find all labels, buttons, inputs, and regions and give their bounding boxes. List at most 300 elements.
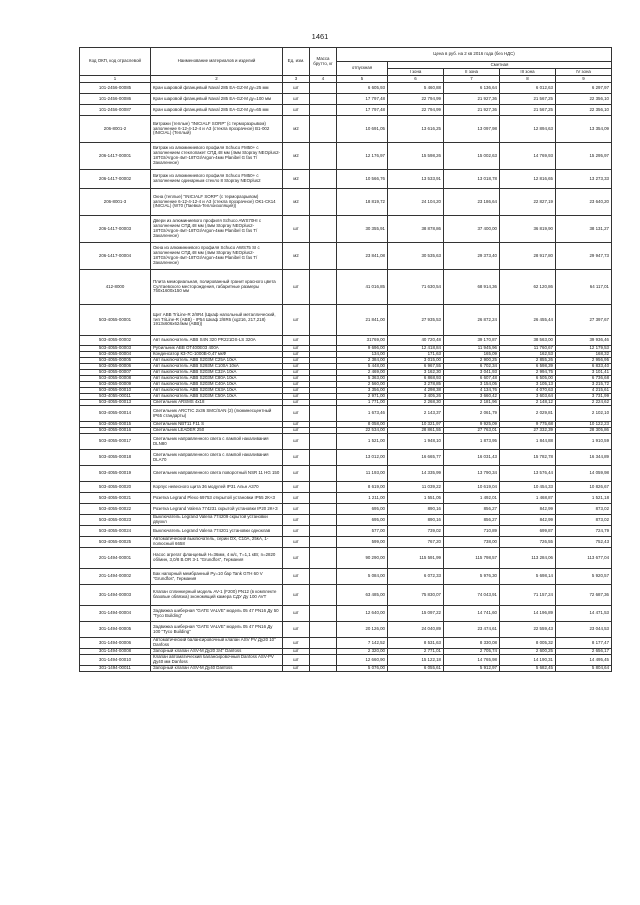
cell-retail-price: 3 356,00 bbox=[337, 388, 388, 394]
cell-name: Авт выключатель ABB S203M C63A 10кА bbox=[151, 388, 283, 394]
cell-code: 503-4055-00023 bbox=[80, 515, 151, 526]
table-row bbox=[80, 406, 612, 422]
cell-zone4-price: 3 101,41 bbox=[556, 370, 612, 376]
cell-zone2-price: 37 400,00 bbox=[444, 216, 500, 243]
cell-code: 206-1417-00002 bbox=[80, 170, 151, 189]
cell-zone4-price: 873,02 bbox=[556, 515, 612, 526]
cell-zone1-price: 22 794,99 bbox=[388, 94, 444, 105]
cell-zone2-price: 15 002,63 bbox=[444, 143, 500, 170]
cell-code: 503-4055-00015 bbox=[80, 422, 151, 428]
cell-zone3-price: 699,87 bbox=[500, 526, 556, 537]
cell-code: 503-4055-00002 bbox=[80, 336, 151, 346]
cell-zone1-price: 4 298,38 bbox=[388, 388, 444, 394]
cell-retail-price: 9 696,00 bbox=[337, 346, 388, 352]
cell-code: 503-4055-00025 bbox=[80, 537, 151, 548]
cell-name: Витраж из алюминиевого профиля Schuco FM50+ с заполнением одинарным стекло 8 Stopray NEOplus2 bbox=[151, 170, 283, 189]
cell-zone1-price: 6 868,93 bbox=[388, 376, 444, 382]
cell-retail-price: 1 521,00 bbox=[337, 434, 388, 450]
cell-zone3-price: 62 120,86 bbox=[500, 270, 556, 305]
cell-zone3-price: 842,99 bbox=[500, 504, 556, 515]
cell-zone3-price: 2 994,75 bbox=[500, 370, 556, 376]
cell-zone2-price: 710,89 bbox=[444, 526, 500, 537]
table-row bbox=[80, 515, 612, 526]
cell-zone2-price: 3 660,42 bbox=[444, 394, 500, 400]
cell-zone1-price: 767,20 bbox=[388, 537, 444, 548]
cell-code: 503-4055-00020 bbox=[80, 482, 151, 493]
cell-unit: шт bbox=[283, 388, 310, 394]
table-body bbox=[80, 83, 612, 672]
cell-unit: шт bbox=[283, 352, 310, 358]
cell-unit: шт bbox=[283, 358, 310, 364]
cell-zone2-price: 115 798,57 bbox=[444, 548, 500, 569]
cell-retail-price: 12 176,97 bbox=[337, 143, 388, 170]
cell-mass bbox=[310, 504, 337, 515]
cell-mass bbox=[310, 216, 337, 243]
cell-zone4-price: 2 102,10 bbox=[556, 406, 612, 422]
cell-unit: шт bbox=[283, 585, 310, 606]
header-zone4: IV зона bbox=[556, 69, 612, 76]
cell-zone2-price: 6 136,64 bbox=[444, 83, 500, 94]
cell-zone2-price: 68 914,36 bbox=[444, 270, 500, 305]
cell-code: 503-4055-00022 bbox=[80, 504, 151, 515]
cell-zone4-price: 6 833,40 bbox=[556, 364, 612, 370]
cell-zone2-price: 29 373,40 bbox=[444, 243, 500, 270]
cell-zone4-price: 14 495,45 bbox=[556, 655, 612, 666]
cell-zone3-price: 6 012,63 bbox=[500, 83, 556, 94]
header-code: Код ОКП, код отраслевой bbox=[80, 48, 151, 76]
cell-zone2-price: 3 041,93 bbox=[444, 370, 500, 376]
cell-code: 301-1494-00005 bbox=[80, 622, 151, 638]
cell-zone1-price: 5 460,88 bbox=[388, 83, 444, 94]
header-zone3: III зона bbox=[500, 69, 556, 76]
table-row bbox=[80, 493, 612, 504]
cell-name: Кран шаровой фланцевый Naval 285 EA-GZ-M ду=25 мм bbox=[151, 83, 283, 94]
cell-unit: шт bbox=[283, 434, 310, 450]
cell-zone4-price: 22 356,10 bbox=[556, 105, 612, 116]
column-number: 3 bbox=[283, 76, 310, 83]
cell-retail-price: 13 012,00 bbox=[337, 450, 388, 466]
cell-mass bbox=[310, 548, 337, 569]
cell-zone2-price: 2 181,96 bbox=[444, 400, 500, 406]
cell-zone2-price: 14 741,60 bbox=[444, 606, 500, 622]
cell-unit: шт bbox=[283, 466, 310, 482]
cell-name: Окна из алюминиевого профиля Schuco AWS75 SI с заполнением СПД 48 мм (4мм Stopray NEOplus2-18TGI/Argon-4мт-18TGI/Argon-4мм Planibel G fas T/Закаленное) bbox=[151, 243, 283, 270]
cell-zone4-price: 15 295,97 bbox=[556, 143, 612, 170]
cell-zone2-price: 27 763,01 bbox=[444, 428, 500, 434]
cell-zone1-price: 13 616,25 bbox=[388, 116, 444, 143]
cell-retail-price: 599,00 bbox=[337, 537, 388, 548]
cell-unit: шт bbox=[283, 422, 310, 428]
cell-zone1-price: 6 967,55 bbox=[388, 364, 444, 370]
cell-unit: шт bbox=[283, 649, 310, 655]
cell-code: 503-4055-00007 bbox=[80, 370, 151, 376]
cell-unit: шт bbox=[283, 428, 310, 434]
cell-code: 412-8000 bbox=[80, 270, 151, 305]
cell-mass bbox=[310, 537, 337, 548]
cell-retail-price: 63 485,00 bbox=[337, 585, 388, 606]
cell-mass bbox=[310, 466, 337, 482]
table-row bbox=[80, 105, 612, 116]
cell-unit: шт bbox=[283, 450, 310, 466]
cell-name: Светильник LEADER 250 bbox=[151, 428, 283, 434]
column-number: 1 bbox=[80, 76, 151, 83]
cell-mass bbox=[310, 655, 337, 666]
cell-zone4-price: 3 215,72 bbox=[556, 382, 612, 388]
cell-code: 503-4055-00003 bbox=[80, 346, 151, 352]
cell-mass bbox=[310, 406, 337, 422]
cell-zone3-price: 2 029,81 bbox=[500, 406, 556, 422]
cell-retail-price: 7 142,52 bbox=[337, 638, 388, 649]
table-row bbox=[80, 482, 612, 493]
cell-mass bbox=[310, 569, 337, 585]
cell-zone2-price: 26 872,24 bbox=[444, 305, 500, 336]
cell-zone4-price: 23 044,53 bbox=[556, 622, 612, 638]
cell-zone1-price: 16 665,77 bbox=[388, 450, 444, 466]
cell-code: 503-4055-00009 bbox=[80, 382, 151, 388]
cell-code: 301-1494-00010 bbox=[80, 655, 151, 666]
cell-unit: шт bbox=[283, 504, 310, 515]
cell-unit: м2 bbox=[283, 243, 310, 270]
cell-mass bbox=[310, 336, 337, 346]
cell-zone3-price: 36 819,90 bbox=[500, 216, 556, 243]
cell-zone1-price: 30 535,63 bbox=[388, 243, 444, 270]
cell-code: 503-4055-00010 bbox=[80, 388, 151, 394]
column-number: 8 bbox=[500, 76, 556, 83]
cell-zone3-price: 2 600,25 bbox=[500, 649, 556, 655]
cell-zone4-price: 1 910,59 bbox=[556, 434, 612, 450]
cell-zone2-price: 13 790,34 bbox=[444, 466, 500, 482]
cell-unit: шт bbox=[283, 548, 310, 569]
cell-code: 101-2456-00085 bbox=[80, 83, 151, 94]
cell-zone4-price: 6 736,68 bbox=[556, 376, 612, 382]
column-number: 5 bbox=[337, 76, 388, 83]
cell-unit: шт bbox=[283, 364, 310, 370]
cell-zone3-price: 21 567,25 bbox=[500, 94, 556, 105]
cell-zone2-price: 5 912,97 bbox=[444, 666, 500, 672]
table-row bbox=[80, 537, 612, 548]
cell-zone1-price: 890,16 bbox=[388, 515, 444, 526]
cell-zone4-price: 1 521,18 bbox=[556, 493, 612, 504]
cell-code: 503-4055-00017 bbox=[80, 434, 151, 450]
cell-retail-price: 21 841,00 bbox=[337, 305, 388, 336]
cell-zone1-price: 8 531,63 bbox=[388, 638, 444, 649]
cell-zone4-price: 2 224,62 bbox=[556, 400, 612, 406]
cell-unit: шт bbox=[283, 216, 310, 243]
cell-name: Выключатель Legrand Valena 774201 установки одноклав bbox=[151, 526, 283, 537]
cell-unit: шт bbox=[283, 666, 310, 672]
cell-zone4-price: 6 297,97 bbox=[556, 83, 612, 94]
cell-name: Витраж из алюминиевого профиля Schuco FM50+ с заполнением стеклопакет СПД 48 мм (4мм Stopray NEOplus2-18TGI/Argon-4мт-18TGI/Argon-4мм Planibel G fas T/Закаленное) bbox=[151, 143, 283, 170]
cell-zone2-price: 21 927,36 bbox=[444, 105, 500, 116]
cell-mass bbox=[310, 116, 337, 143]
cell-zone4-price: 29 947,73 bbox=[556, 243, 612, 270]
cell-zone1-price: 739,02 bbox=[388, 526, 444, 537]
cell-name: Светильник ARCTIC 2x36 SMC/SAN (2) (люминесцентный IP65 стандарты) bbox=[151, 406, 283, 422]
cell-retail-price: 18 819,72 bbox=[337, 189, 388, 216]
cell-zone3-price: 5 682,45 bbox=[500, 666, 556, 672]
table-row bbox=[80, 622, 612, 638]
cell-code: 503-4055-00024 bbox=[80, 526, 151, 537]
cell-name: Клапан сплинкерный модель AV-1 (F200) PN12 (в комплекте базовые обвязка) экономящий камера CДУ Ду 100 AVT bbox=[151, 585, 283, 606]
header-price-group: Цена в руб. на 2 кв 2016 года (без НДС) bbox=[337, 48, 612, 62]
table-row bbox=[80, 466, 612, 482]
cell-zone3-price: 28 917,80 bbox=[500, 243, 556, 270]
cell-zone2-price: 23 474,61 bbox=[444, 622, 500, 638]
table-row bbox=[80, 666, 612, 672]
cell-code: 201-1494-00002 bbox=[80, 569, 151, 585]
column-number: 2 bbox=[151, 76, 283, 83]
cell-unit: шт bbox=[283, 346, 310, 352]
cell-code: 206-1417-00001 bbox=[80, 143, 151, 170]
cell-code: 503-4055-00011 bbox=[80, 394, 151, 400]
cell-zone2-price: 6 607,48 bbox=[444, 376, 500, 382]
table-row bbox=[80, 526, 612, 537]
cell-retail-price: 2 384,00 bbox=[337, 358, 388, 364]
table-row bbox=[80, 170, 612, 189]
cell-zone4-price: 28 305,86 bbox=[556, 428, 612, 434]
cell-unit: шт bbox=[283, 493, 310, 504]
cell-zone2-price: 13 018,78 bbox=[444, 170, 500, 189]
table-row bbox=[80, 655, 612, 666]
cell-zone4-price: 752,43 bbox=[556, 537, 612, 548]
table-row bbox=[80, 189, 612, 216]
cell-name: Авт выключатель ABB S4N 320 PR221DS-LS 320A bbox=[151, 336, 283, 346]
cell-zone3-price: 13 576,44 bbox=[500, 466, 556, 482]
cell-name: Автоматический выключатель, серии DX, C10A, 25kA, 1-полюсный 6658 bbox=[151, 537, 283, 548]
cell-zone3-price: 1 468,87 bbox=[500, 493, 556, 504]
cell-name: Задвижка шиберная "GATE VALVE" модель 05 47 PN16 Ду 50 "Tyco Building" bbox=[151, 606, 283, 622]
cell-mass bbox=[310, 526, 337, 537]
cell-zone1-price: 2 771,01 bbox=[388, 649, 444, 655]
cell-retail-price: 5 076,00 bbox=[337, 666, 388, 672]
cell-zone3-price: 21 567,25 bbox=[500, 105, 556, 116]
cell-zone3-price: 10 454,33 bbox=[500, 482, 556, 493]
cell-zone3-price: 27 332,39 bbox=[500, 428, 556, 434]
cell-zone2-price: 13 097,98 bbox=[444, 116, 500, 143]
cell-zone4-price: 13 273,33 bbox=[556, 170, 612, 189]
cell-zone1-price: 24 040,89 bbox=[388, 622, 444, 638]
table-row bbox=[80, 143, 612, 170]
cell-unit: м2 bbox=[283, 170, 310, 189]
cell-unit: шт bbox=[283, 482, 310, 493]
cell-name: Светильник направленного света с лампой накаливания DLA70 bbox=[151, 450, 283, 466]
cell-zone3-price: 2 855,26 bbox=[500, 358, 556, 364]
cell-zone3-price: 1 844,88 bbox=[500, 434, 556, 450]
cell-zone2-price: 3 154,05 bbox=[444, 382, 500, 388]
cell-unit: шт bbox=[283, 400, 310, 406]
cell-code: 206-8001-2 bbox=[80, 116, 151, 143]
cell-zone2-price: 74 043,91 bbox=[444, 585, 500, 606]
cell-zone4-price: 22 356,10 bbox=[556, 94, 612, 105]
table-row bbox=[80, 243, 612, 270]
cell-code: 503-4055-00016 bbox=[80, 428, 151, 434]
cell-unit: м2 bbox=[283, 143, 310, 170]
cell-mass bbox=[310, 585, 337, 606]
table-row bbox=[80, 336, 612, 346]
cell-code: 206-1417-00003 bbox=[80, 216, 151, 243]
cell-unit: шт bbox=[283, 515, 310, 526]
cell-unit: шт bbox=[283, 305, 310, 336]
cell-mass bbox=[310, 622, 337, 638]
cell-zone4-price: 38 131,27 bbox=[556, 216, 612, 243]
cell-unit: шт bbox=[283, 382, 310, 388]
cell-zone4-price: 113 677,04 bbox=[556, 548, 612, 569]
cell-zone1-price: 1 948,10 bbox=[388, 434, 444, 450]
cell-zone2-price: 21 927,36 bbox=[444, 94, 500, 105]
cell-zone4-price: 5 920,57 bbox=[556, 569, 612, 585]
cell-retail-price: 12 660,90 bbox=[337, 655, 388, 666]
cell-retail-price: 2 320,00 bbox=[337, 649, 388, 655]
cell-zone1-price: 890,16 bbox=[388, 504, 444, 515]
cell-zone3-price: 22 559,43 bbox=[500, 622, 556, 638]
cell-name: Задвижка шиберная "GATE VALVE" модель 05 47 PN16 Ду 100 "Tyco Building" bbox=[151, 622, 283, 638]
cell-name: Корпус невесного щита 36 модулей IP31 Альн А370 bbox=[151, 482, 283, 493]
cell-mass bbox=[310, 493, 337, 504]
cell-mass bbox=[310, 638, 337, 649]
cell-zone2-price: 23 186,64 bbox=[444, 189, 500, 216]
cell-retail-price: 2 469,00 bbox=[337, 370, 388, 376]
cell-name: Окна (теплые) "INICIALF SORP" (с терморазрывом) заполнение 6-12-4-12-4 и А3 (стекла прозрачное) ОК1-СК14 (INICIAL) (W70 (Паевка-Теплоизоляция)) bbox=[151, 189, 283, 216]
cell-unit: шт bbox=[283, 638, 310, 649]
cell-zone1-price: 115 591,99 bbox=[388, 548, 444, 569]
cell-unit: шт bbox=[283, 622, 310, 638]
table-row bbox=[80, 83, 612, 94]
cell-zone3-price: 26 455,44 bbox=[500, 305, 556, 336]
cell-zone3-price: 38 563,00 bbox=[500, 336, 556, 346]
column-number: 6 bbox=[388, 76, 444, 83]
cell-zone1-price: 11 039,22 bbox=[388, 482, 444, 493]
cell-zone4-price: 39 936,46 bbox=[556, 336, 612, 346]
cell-zone3-price: 6 505,00 bbox=[500, 376, 556, 382]
cell-zone2-price: 10 619,04 bbox=[444, 482, 500, 493]
cell-code: 503-4055-00019 bbox=[80, 466, 151, 482]
cell-name: Выключатель Legrand Valena 774209 скрытой установки двухкл bbox=[151, 515, 283, 526]
cell-name: Светильник NBT11 F11 S bbox=[151, 422, 283, 428]
header-zone1: I зона bbox=[388, 69, 444, 76]
cell-name: Кран шаровой фланцевый Naval 285 EA-GZ-M ду=100 мм bbox=[151, 94, 283, 105]
cell-zone3-price: 3 105,13 bbox=[500, 382, 556, 388]
cell-zone2-price: 16 031,43 bbox=[444, 450, 500, 466]
cell-zone2-price: 738,00 bbox=[444, 537, 500, 548]
cell-zone4-price: 10 122,23 bbox=[556, 422, 612, 428]
cell-zone4-price: 10 826,67 bbox=[556, 482, 612, 493]
cell-zone3-price: 162,53 bbox=[500, 352, 556, 358]
cell-zone3-price: 842,99 bbox=[500, 515, 556, 526]
cell-retail-price: 1 771,00 bbox=[337, 400, 388, 406]
table-row bbox=[80, 450, 612, 466]
table-row bbox=[80, 638, 612, 649]
cell-mass bbox=[310, 305, 337, 336]
header-estimate: Сметная bbox=[388, 62, 612, 69]
cell-zone2-price: 5 976,30 bbox=[444, 569, 500, 585]
table-row bbox=[80, 94, 612, 105]
cell-zone1-price: 12 418,84 bbox=[388, 346, 444, 352]
cell-name: Авт выключатель ABB S293M C100A 10кА bbox=[151, 364, 283, 370]
cell-zone3-price: 22 827,19 bbox=[500, 189, 556, 216]
header-mass: Масса брутто, кг bbox=[310, 48, 337, 76]
cell-name: Авт выключатель ABB S203M C40A 10кА bbox=[151, 382, 283, 388]
cell-retail-price: 31769,00 bbox=[337, 336, 388, 346]
cell-zone3-price: 14 196,89 bbox=[500, 606, 556, 622]
cell-code: 301-1494-00011 bbox=[80, 666, 151, 672]
cell-unit: шт bbox=[283, 376, 310, 382]
cell-zone3-price: 3 603,64 bbox=[500, 394, 556, 400]
cell-code: 503-4055-00018 bbox=[80, 450, 151, 466]
cell-name: Светильник направленного света поворотный NSR 11 HG 150 bbox=[151, 466, 283, 482]
header-zone2: II зона bbox=[444, 69, 500, 76]
table-row bbox=[80, 116, 612, 143]
cell-zone2-price: 14 765,98 bbox=[444, 655, 500, 666]
column-number: 4 bbox=[310, 76, 337, 83]
cell-retail-price: 17 797,48 bbox=[337, 105, 388, 116]
cell-zone4-price: 5 804,64 bbox=[556, 666, 612, 672]
cell-zone2-price: 165,09 bbox=[444, 352, 500, 358]
cell-name: Авт выключатель ABB S203M C25A 10кА bbox=[151, 358, 283, 364]
cell-unit: шт bbox=[283, 370, 310, 376]
cell-zone4-price: 14 059,98 bbox=[556, 466, 612, 482]
cell-code: 201-1494-00001 bbox=[80, 548, 151, 569]
cell-mass bbox=[310, 434, 337, 450]
cell-mass bbox=[310, 189, 337, 216]
cell-zone3-price: 9 775,68 bbox=[500, 422, 556, 428]
cell-unit: шт bbox=[283, 606, 310, 622]
cell-unit: шт bbox=[283, 655, 310, 666]
cell-retail-price: 1 211,00 bbox=[337, 493, 388, 504]
cell-code: 503-4055-00014 bbox=[80, 406, 151, 422]
cell-code: 301-1494-00003 bbox=[80, 585, 151, 606]
cell-unit: шт bbox=[283, 569, 310, 585]
cell-zone3-price: 14 190,31 bbox=[500, 655, 556, 666]
cell-code: 301-1494-00004 bbox=[80, 606, 151, 622]
cell-retail-price: 10 691,05 bbox=[337, 116, 388, 143]
cell-zone1-price: 3 015,00 bbox=[388, 358, 444, 364]
cell-zone2-price: 2 705,74 bbox=[444, 649, 500, 655]
cell-mass bbox=[310, 143, 337, 170]
cell-zone3-price: 71 157,24 bbox=[500, 585, 556, 606]
cell-mass bbox=[310, 606, 337, 622]
cell-name: Авт выключатель ABB S203M C80A 10кА bbox=[151, 376, 283, 382]
cell-zone1-price: 14 335,99 bbox=[388, 466, 444, 482]
cell-retail-price: 2 560,00 bbox=[337, 382, 388, 388]
cell-code: 503-4055-00013 bbox=[80, 400, 151, 406]
cell-zone4-price: 27 397,67 bbox=[556, 305, 612, 336]
cell-zone4-price: 2 656,17 bbox=[556, 649, 612, 655]
cell-zone1-price: 2 143,37 bbox=[388, 406, 444, 422]
cell-name: Рубильник ABB OT400E03 400A bbox=[151, 346, 283, 352]
cell-retail-price: 5 448,00 bbox=[337, 364, 388, 370]
cell-retail-price: 41 016,85 bbox=[337, 270, 388, 305]
table-row bbox=[80, 305, 612, 336]
price-table bbox=[79, 47, 612, 672]
table-row bbox=[80, 569, 612, 585]
cell-name: Автоматический балансировочный клапан ASV PV Ду20 10" Danfoss bbox=[151, 638, 283, 649]
cell-zone3-price: 12 894,63 bbox=[500, 116, 556, 143]
cell-zone2-price: 1 492,01 bbox=[444, 493, 500, 504]
cell-retail-price: 6 605,93 bbox=[337, 83, 388, 94]
cell-retail-price: 11 193,00 bbox=[337, 466, 388, 482]
cell-zone2-price: 2 061,79 bbox=[444, 406, 500, 422]
cell-retail-price: 8 058,00 bbox=[337, 422, 388, 428]
cell-zone3-price: 14 769,93 bbox=[500, 143, 556, 170]
cell-retail-price: 22 534,00 bbox=[337, 428, 388, 434]
table-row bbox=[80, 548, 612, 569]
cell-zone1-price: 10 321,97 bbox=[388, 422, 444, 428]
cell-zone4-price: 72 687,36 bbox=[556, 585, 612, 606]
cell-zone2-price: 856,27 bbox=[444, 504, 500, 515]
cell-zone3-price: 6 598,39 bbox=[500, 364, 556, 370]
cell-zone1-price: 15 122,18 bbox=[388, 655, 444, 666]
cell-zone1-price: 1 551,05 bbox=[388, 493, 444, 504]
